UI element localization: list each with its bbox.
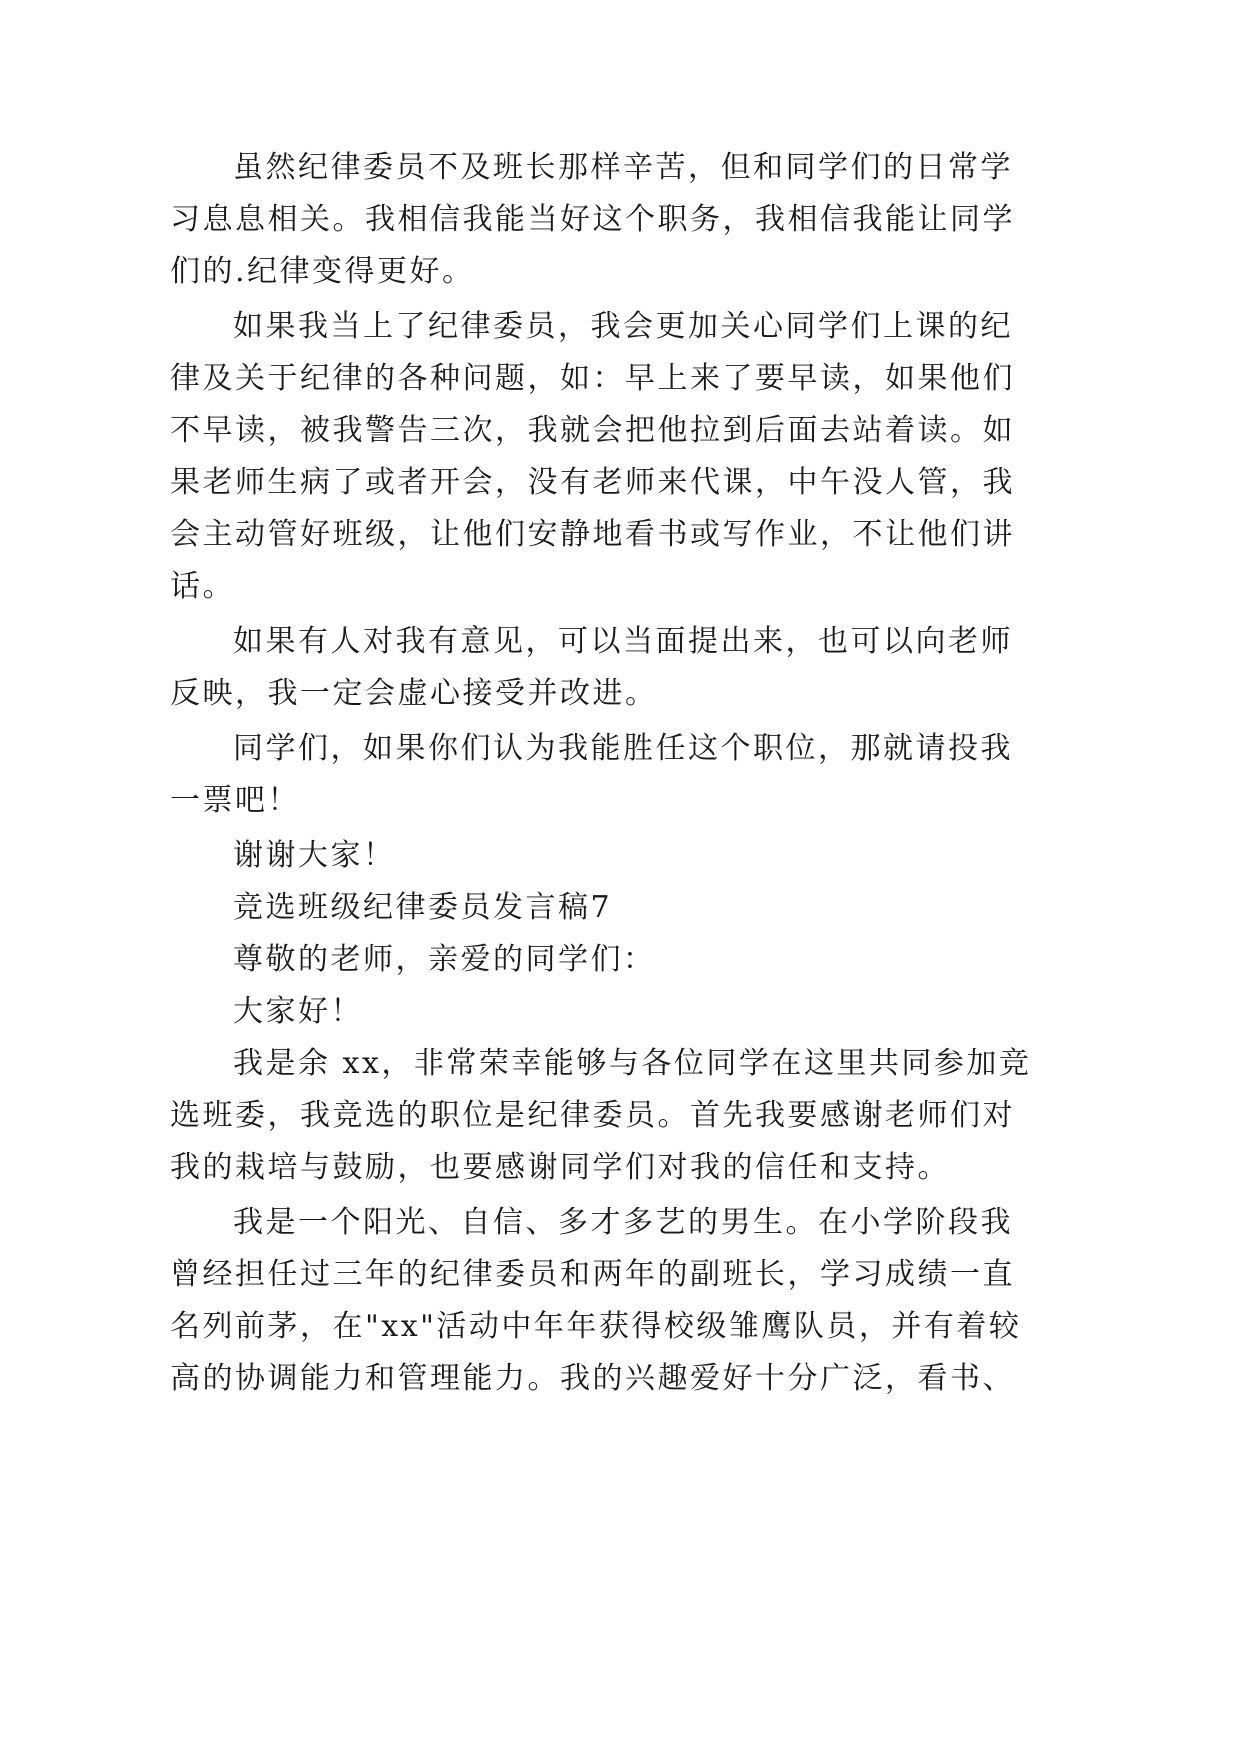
text-line: 们的.纪律变得更好。	[170, 254, 475, 289]
section-title: 竞选班级纪律委员发言稿7	[233, 890, 613, 925]
text-line: 一票吧！	[170, 783, 300, 818]
text-line: 高的协调能力和管理能力。我的兴趣爱好十分广泛，看书、	[170, 1361, 1015, 1396]
text-line: 同学们，如果你们认为我能胜任这个职位，那就请投我	[233, 731, 1013, 766]
text-line: 虽然纪律委员不及班长那样辛苦，但和同学们的日常学	[233, 150, 1013, 185]
text-line: 果老师生病了或者开会，没有老师来代课，中午没人管，我	[170, 465, 1015, 500]
text-line: 律及关于纪律的各种问题，如：早上来了要早读，如果他们	[170, 361, 1015, 396]
text-line: 不早读，被我警告三次，我就会把他拉到后面去站着读。如	[170, 413, 1015, 448]
text-line: 尊敬的老师，亲爱的同学们：	[233, 942, 656, 977]
text-line: 我的栽培与鼓励，也要感谢同学们对我的信任和支持。	[170, 1150, 950, 1185]
text-line: 习息息相关。我相信我能当好这个职务，我相信我能让同学	[170, 202, 1015, 237]
text-line: 我是余 xx，非常荣幸能够与各位同学在这里共同参加竞	[233, 1046, 1032, 1081]
text-line: 会主动管好班级，让他们安静地看书或写作业，不让他们讲	[170, 517, 1015, 552]
text-line: 大家好！	[233, 994, 363, 1029]
text-line: 曾经担任过三年的纪律委员和两年的副班长，学习成绩一直	[170, 1257, 1015, 1292]
text-line: 谢谢大家！	[233, 838, 396, 873]
text-line: 话。	[170, 569, 235, 604]
text-line: 反映，我一定会虚心接受并改进。	[170, 676, 658, 711]
text-line: 选班委，我竞选的职位是纪律委员。首先我要感谢老师们对	[170, 1098, 1015, 1133]
text-line: 如果有人对我有意见，可以当面提出来，也可以向老师	[233, 624, 1013, 659]
text-line: 我是一个阳光、自信、多才多艺的男生。在小学阶段我	[233, 1205, 1013, 1240]
text-line: 名列前茅，在"xx"活动中年年获得校级雏鹰队员，并有着较	[170, 1309, 1022, 1344]
text-line: 如果我当上了纪律委员，我会更加关心同学们上课的纪	[233, 309, 1013, 344]
